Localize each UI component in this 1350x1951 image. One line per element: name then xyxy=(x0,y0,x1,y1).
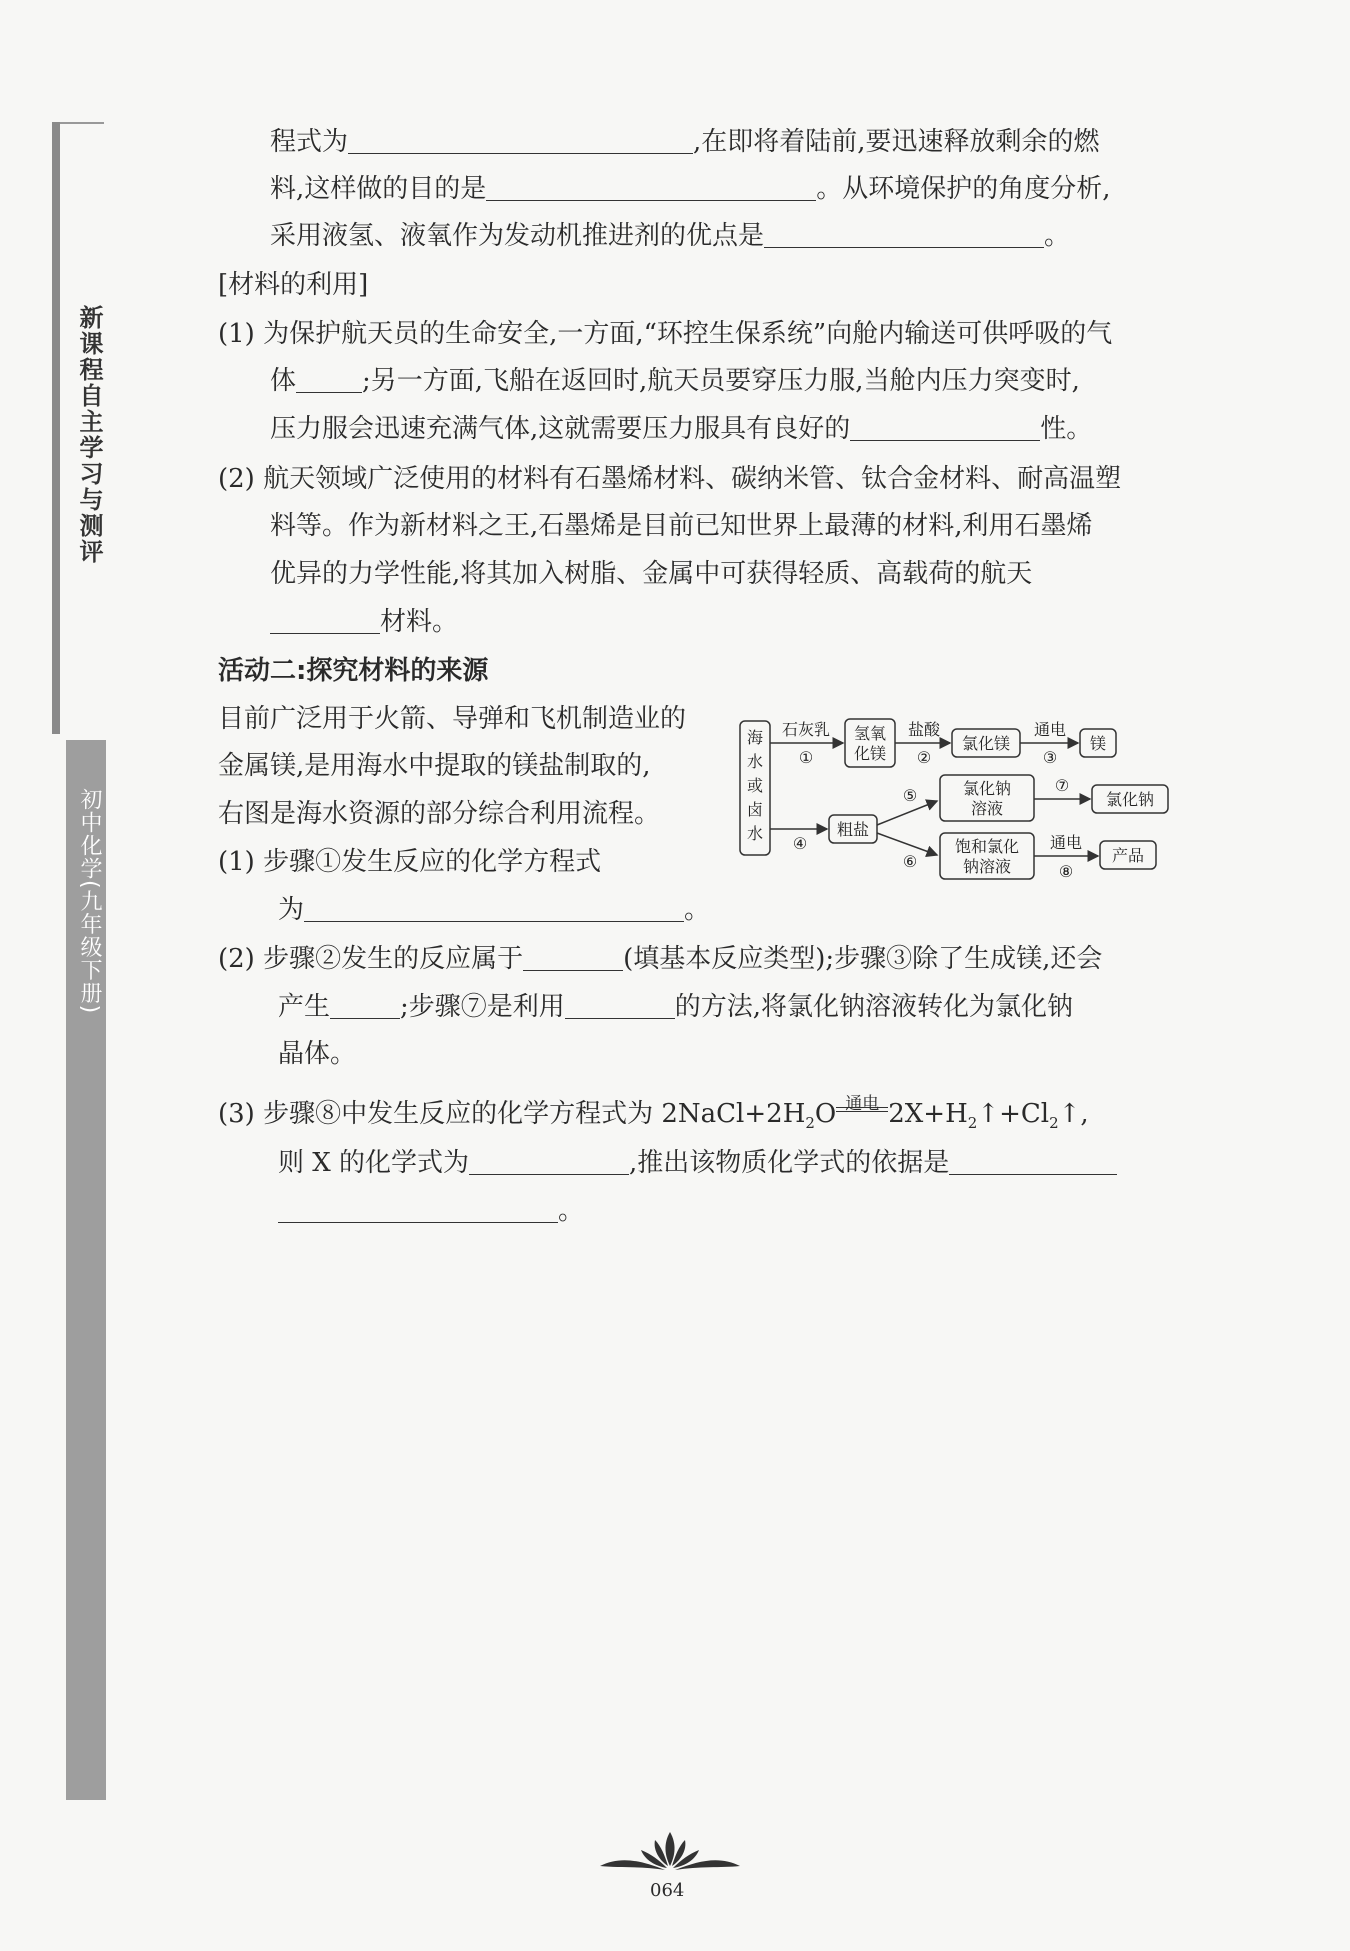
para-line-2 xyxy=(270,172,1111,206)
answer-blank[interactable] xyxy=(278,1194,558,1223)
text: ;步骤⑦是利用 xyxy=(400,992,565,1022)
answer-blank[interactable] xyxy=(304,893,684,922)
text: 则 X 的化学式为 xyxy=(278,1148,470,1178)
mgoh2-label: 化镁 xyxy=(853,744,887,763)
intro-line-1: 目前广泛用于火箭、导弹和飞机制造业的 xyxy=(218,704,687,734)
answer-blank[interactable] xyxy=(565,990,675,1019)
text: (3) 步骤⑧中发生反应的化学方程式为 2NaCl+2H xyxy=(218,1099,806,1129)
subscript: 2 xyxy=(1049,1114,1059,1133)
text: ,在即将着陆前,要迅速释放剩余的燃 xyxy=(693,127,1100,157)
step-number: ① xyxy=(798,748,814,767)
text: 程式为 xyxy=(270,127,349,157)
mgcl2-label: 氯化镁 xyxy=(961,734,1011,753)
step-number: ⑦ xyxy=(1054,776,1070,795)
sat-nacl-label: 钠溶液 xyxy=(962,857,1012,876)
q1-line-3 xyxy=(270,412,1092,446)
product-label: 产品 xyxy=(1111,846,1145,865)
text: 。 xyxy=(558,1196,585,1226)
text: ↑+Cl xyxy=(977,1099,1050,1129)
answer-blank[interactable] xyxy=(523,942,623,971)
page-number: 064 xyxy=(650,1880,685,1901)
answer-blank[interactable] xyxy=(486,172,816,201)
answer-blank[interactable] xyxy=(330,990,400,1019)
source-char: 卤 xyxy=(746,800,764,819)
answer-blank[interactable] xyxy=(296,364,362,393)
text: 为 xyxy=(278,895,305,925)
text: 。从环境保护的角度分析, xyxy=(816,174,1111,204)
q1-line-1: (1) 为保护航天员的生命安全,一方面,“环控生保系统”向舱内输送可供呼吸的气 xyxy=(218,319,1113,349)
para-line-1 xyxy=(270,125,1100,159)
reagent-label: 盐酸 xyxy=(907,720,941,739)
sat-nacl-label: 饱和氯化 xyxy=(954,837,1020,856)
a2-q3-line-1 xyxy=(218,1094,1089,1140)
text: 性。 xyxy=(1040,414,1093,444)
source-char: 海 xyxy=(746,728,764,747)
answer-blank[interactable] xyxy=(850,412,1040,441)
crude-salt-label: 粗盐 xyxy=(836,820,870,839)
intro-line-2: 金属镁,是用海水中提取的镁盐制取的, xyxy=(218,751,651,781)
step-number: ⑥ xyxy=(902,852,918,871)
subscript: 2 xyxy=(967,1114,978,1133)
subscript: 2 xyxy=(805,1114,815,1133)
section-heading: [材料的利用] xyxy=(218,270,369,300)
mgoh2-label: 氢氧 xyxy=(853,724,887,743)
series-title: 新课程自主学习与测评 xyxy=(75,305,103,565)
text: ↑, xyxy=(1058,1099,1089,1129)
para-line-3 xyxy=(270,219,1070,253)
step-number: ② xyxy=(916,748,932,767)
text: 。 xyxy=(684,895,711,925)
text: 的方法,将氯化钠溶液转化为氯化钠 xyxy=(674,992,1074,1022)
reagent-label: 通电 xyxy=(1049,833,1083,852)
seawater-flow-diagram xyxy=(730,705,1190,905)
step-number: ③ xyxy=(1042,748,1058,767)
text: (填基本反应类型);步骤③除了生成镁,还会 xyxy=(623,944,1103,974)
text: 2X+H xyxy=(888,1099,968,1129)
a2-q2-line-2 xyxy=(278,990,1073,1024)
source-char: 水 xyxy=(746,752,764,771)
condition-label: 通电 xyxy=(845,1094,880,1114)
reaction-condition xyxy=(836,1094,888,1122)
text: 采用液氢、液氧作为发动机推进剂的优点是 xyxy=(270,221,765,251)
step-number: ⑧ xyxy=(1058,862,1074,881)
step-number: ⑤ xyxy=(902,786,918,805)
mg-label: 镁 xyxy=(1089,734,1107,753)
text: ;另一方面,飞船在返回时,航天员要穿压力服,当舱内压力突变时, xyxy=(362,366,1080,396)
activity2-title: 活动二:探究材料的来源 xyxy=(218,656,489,686)
nacl-label: 氯化钠 xyxy=(1105,790,1155,809)
text: 产生 xyxy=(278,992,331,1022)
q2-line-3: 优异的力学性能,将其加入树脂、金属中可获得轻质、高载荷的航天 xyxy=(270,559,1033,589)
intro-line-3: 右图是海水资源的部分综合利用流程。 xyxy=(218,799,661,829)
book-title: 初中化学(九年级下册) xyxy=(77,788,102,1015)
step-number: ④ xyxy=(792,834,808,853)
answer-blank[interactable] xyxy=(348,125,693,154)
reagent-label: 石灰乳 xyxy=(781,720,831,739)
q1-line-2 xyxy=(270,364,1080,398)
a2-q1-line-2 xyxy=(278,893,710,927)
a2-q2-line-1 xyxy=(218,942,1102,976)
nacl-solution-label: 溶液 xyxy=(970,799,1004,818)
q2-line-2: 料等。作为新材料之王,石墨烯是目前已知世界上最薄的材料,利用石墨烯 xyxy=(270,511,1093,541)
a2-q3-line-2 xyxy=(278,1146,1117,1180)
reagent-label: 通电 xyxy=(1033,720,1067,739)
a2-q3-line-3 xyxy=(278,1194,584,1228)
answer-blank[interactable] xyxy=(270,605,380,634)
text: (2) 步骤②发生的反应属于 xyxy=(218,944,524,974)
a2-q1-line-1: (1) 步骤①发生反应的化学方程式 xyxy=(218,847,602,877)
answer-blank[interactable] xyxy=(764,219,1044,248)
answer-blank[interactable] xyxy=(469,1146,629,1175)
text: 体 xyxy=(270,366,297,396)
ornament-icon xyxy=(595,1826,745,1876)
source-char: 或 xyxy=(746,776,764,795)
source-char: 水 xyxy=(746,824,764,843)
text: 压力服会迅速充满气体,这就需要压力服具有良好的 xyxy=(270,414,851,444)
q2-line-1: (2) 航天领域广泛使用的材料有石墨烯材料、碳纳米管、钛合金材料、耐高温塑 xyxy=(218,464,1122,494)
answer-blank[interactable] xyxy=(949,1146,1117,1175)
q2-line-4 xyxy=(270,605,458,639)
text: O xyxy=(814,1099,837,1129)
a2-q2-line-3: 晶体。 xyxy=(278,1039,357,1069)
text: 材料。 xyxy=(380,607,459,637)
text: ,推出该物质化学式的依据是 xyxy=(629,1148,950,1178)
text: 料,这样做的目的是 xyxy=(270,174,487,204)
text: 。 xyxy=(1044,221,1071,251)
nacl-solution-label: 氯化钠 xyxy=(962,779,1012,798)
